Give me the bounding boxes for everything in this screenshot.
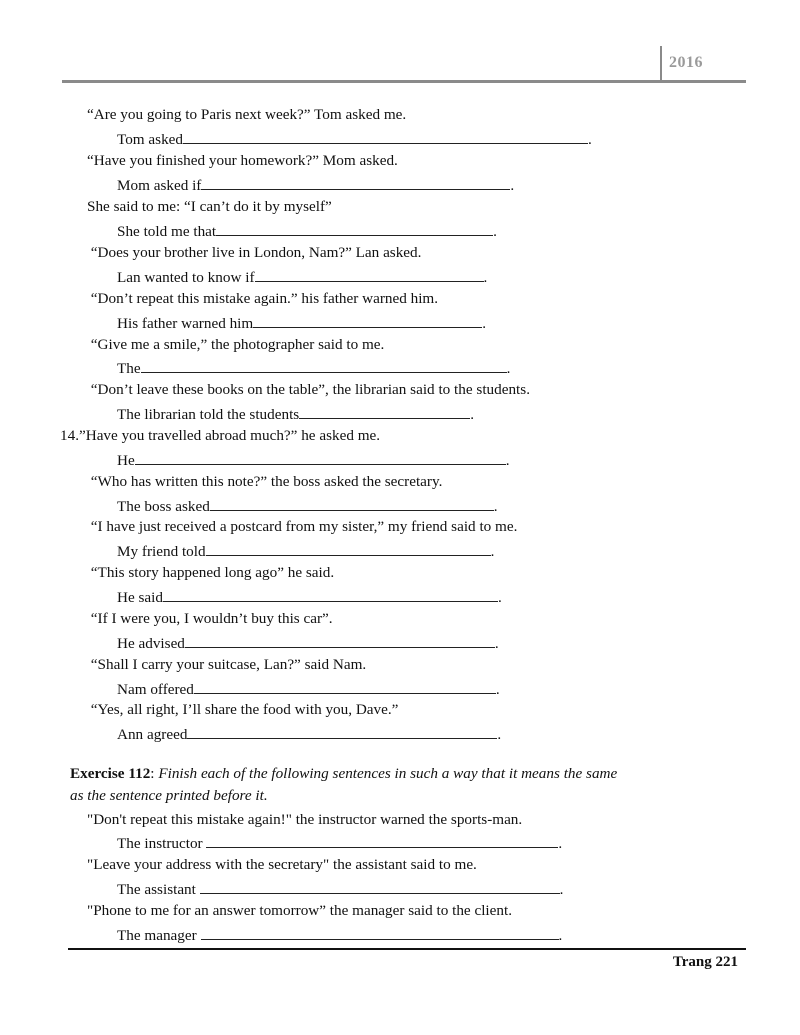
question-sentence: “Does your brother live in London, Nam?” Lan asked. xyxy=(87,244,422,261)
ex111-answer-line xyxy=(117,723,501,745)
question-sentence: “Are you going to Paris next week?” Tom asked me. xyxy=(87,106,407,123)
answer-prompt: He xyxy=(117,452,135,469)
answer-blank[interactable] xyxy=(253,312,482,328)
header-year: 2016 xyxy=(669,54,703,71)
answer-prompt: The manager xyxy=(117,927,201,944)
footer-rule xyxy=(68,948,746,950)
ex111-answer-line xyxy=(117,403,474,425)
answer-prompt: The boss asked xyxy=(117,498,210,515)
question-sentence: “I have just received a postcard from my sister,” my friend said to me. xyxy=(87,518,518,535)
answer-prompt: The instructor xyxy=(117,835,207,852)
ex112-answer-line xyxy=(117,878,563,900)
question-sentence: “Don’t repeat this mistake again.” his father warned him. xyxy=(87,290,439,307)
answer-period: . xyxy=(470,406,475,423)
answer-period: . xyxy=(510,177,515,194)
answer-prompt: My friend told xyxy=(117,543,206,560)
ex111-answer-line xyxy=(117,586,502,608)
ex111-answer-line xyxy=(117,174,514,196)
question-sentence: “Yes, all right, I’ll share the food with you, Dave.” xyxy=(87,701,399,718)
answer-period: . xyxy=(506,360,511,377)
answer-prompt: He said xyxy=(117,589,163,606)
answer-blank[interactable] xyxy=(194,678,496,694)
question-sentence: “If I were you, I wouldn’t buy this car”. xyxy=(87,610,333,627)
answer-blank[interactable] xyxy=(206,540,491,556)
ex111-answer-line xyxy=(117,266,487,288)
answer-blank[interactable] xyxy=(187,723,497,739)
answer-blank[interactable] xyxy=(185,632,495,648)
answer-blank[interactable] xyxy=(210,495,494,511)
answer-prompt: He advised xyxy=(117,635,185,652)
ex111-answer-line xyxy=(117,678,500,700)
exercise-instruction: Finish each of the following sentences in such a way that it means the same xyxy=(158,765,618,782)
answer-blank[interactable] xyxy=(135,449,506,465)
answer-blank[interactable] xyxy=(141,357,507,373)
question-sentence: “Give me a smile,” the photographer said to me. xyxy=(87,336,385,353)
question-sentence: “Don’t leave these books on the table”, the librarian said to the students. xyxy=(87,381,530,398)
answer-blank[interactable] xyxy=(200,878,560,894)
answer-prompt: Nam offered xyxy=(117,681,194,698)
answer-blank[interactable] xyxy=(299,403,470,419)
answer-period: . xyxy=(490,543,495,560)
answer-prompt: The librarian told the students xyxy=(117,406,300,423)
exercise-instruction-cont: as the sentence printed before it. xyxy=(70,787,268,804)
answer-period: . xyxy=(497,589,502,606)
ex111-answer-line xyxy=(117,128,592,150)
answer-blank[interactable] xyxy=(183,128,588,144)
question-sentence: "Don't repeat this mistake again!" the instructor warned the sports-man. xyxy=(87,811,523,828)
exercise-title xyxy=(70,764,617,784)
question-sentence: “This story happened long ago” he said. xyxy=(87,564,335,581)
question-sentence: 14.”Have you travelled abroad much?” he asked me. xyxy=(60,427,381,444)
answer-period: . xyxy=(505,452,510,469)
ex111-answer-line xyxy=(117,312,486,334)
ex111-answer-line xyxy=(117,449,510,471)
page-number: Trang 221 xyxy=(672,954,738,970)
answer-blank[interactable] xyxy=(255,266,484,282)
exercise-label: Exercise 112 xyxy=(70,765,151,782)
answer-period: . xyxy=(588,131,592,148)
answer-prompt: She told me that xyxy=(117,223,217,240)
question-sentence: "Phone to me for an answer tomorrow” the manager said to the client. xyxy=(87,902,512,919)
answer-period: . xyxy=(483,269,488,286)
answer-prompt: Tom asked xyxy=(117,131,183,148)
question-sentence: “Who has written this note?” the boss asked the secretary. xyxy=(87,473,443,490)
answer-period: . xyxy=(493,223,497,240)
answer-period: . xyxy=(558,835,563,852)
answer-blank[interactable] xyxy=(201,924,559,940)
answer-prompt: The assistant xyxy=(117,881,200,898)
answer-period: . xyxy=(495,681,500,698)
question-sentence: “Have you finished your homework?” Mom asked. xyxy=(87,152,398,169)
exercise-sep: : xyxy=(150,765,159,782)
answer-prompt: Ann agreed xyxy=(117,726,188,743)
answer-period: . xyxy=(558,927,563,944)
answer-period: . xyxy=(559,881,564,898)
ex111-answer-line xyxy=(117,220,497,242)
answer-prompt: The xyxy=(117,360,141,377)
answer-blank[interactable] xyxy=(216,220,493,236)
answer-prompt: His father warned him xyxy=(117,315,254,332)
answer-period: . xyxy=(497,726,502,743)
ex111-answer-line xyxy=(117,632,499,654)
ex112-answer-line xyxy=(117,924,562,946)
answer-period: . xyxy=(494,635,499,652)
answer-prompt: Lan wanted to know if xyxy=(117,269,255,286)
answer-blank[interactable] xyxy=(201,174,510,190)
header-rule xyxy=(62,80,746,83)
ex111-answer-line xyxy=(117,357,510,379)
ex111-answer-line xyxy=(117,540,494,562)
header-divider-tick xyxy=(660,46,662,82)
answer-blank[interactable] xyxy=(206,832,558,848)
question-sentence: "Leave your address with the secretary" the assistant said to me. xyxy=(87,856,477,873)
ex112-answer-line xyxy=(117,832,562,854)
answer-blank[interactable] xyxy=(163,586,498,602)
question-sentence: “Shall I carry your suitcase, Lan?” said Nam. xyxy=(87,656,367,673)
answer-period: . xyxy=(493,498,498,515)
question-sentence: She said to me: “I can’t do it by myself” xyxy=(87,198,332,215)
answer-period: . xyxy=(482,315,487,332)
answer-prompt: Mom asked if xyxy=(117,177,202,194)
ex111-answer-line xyxy=(117,495,498,517)
